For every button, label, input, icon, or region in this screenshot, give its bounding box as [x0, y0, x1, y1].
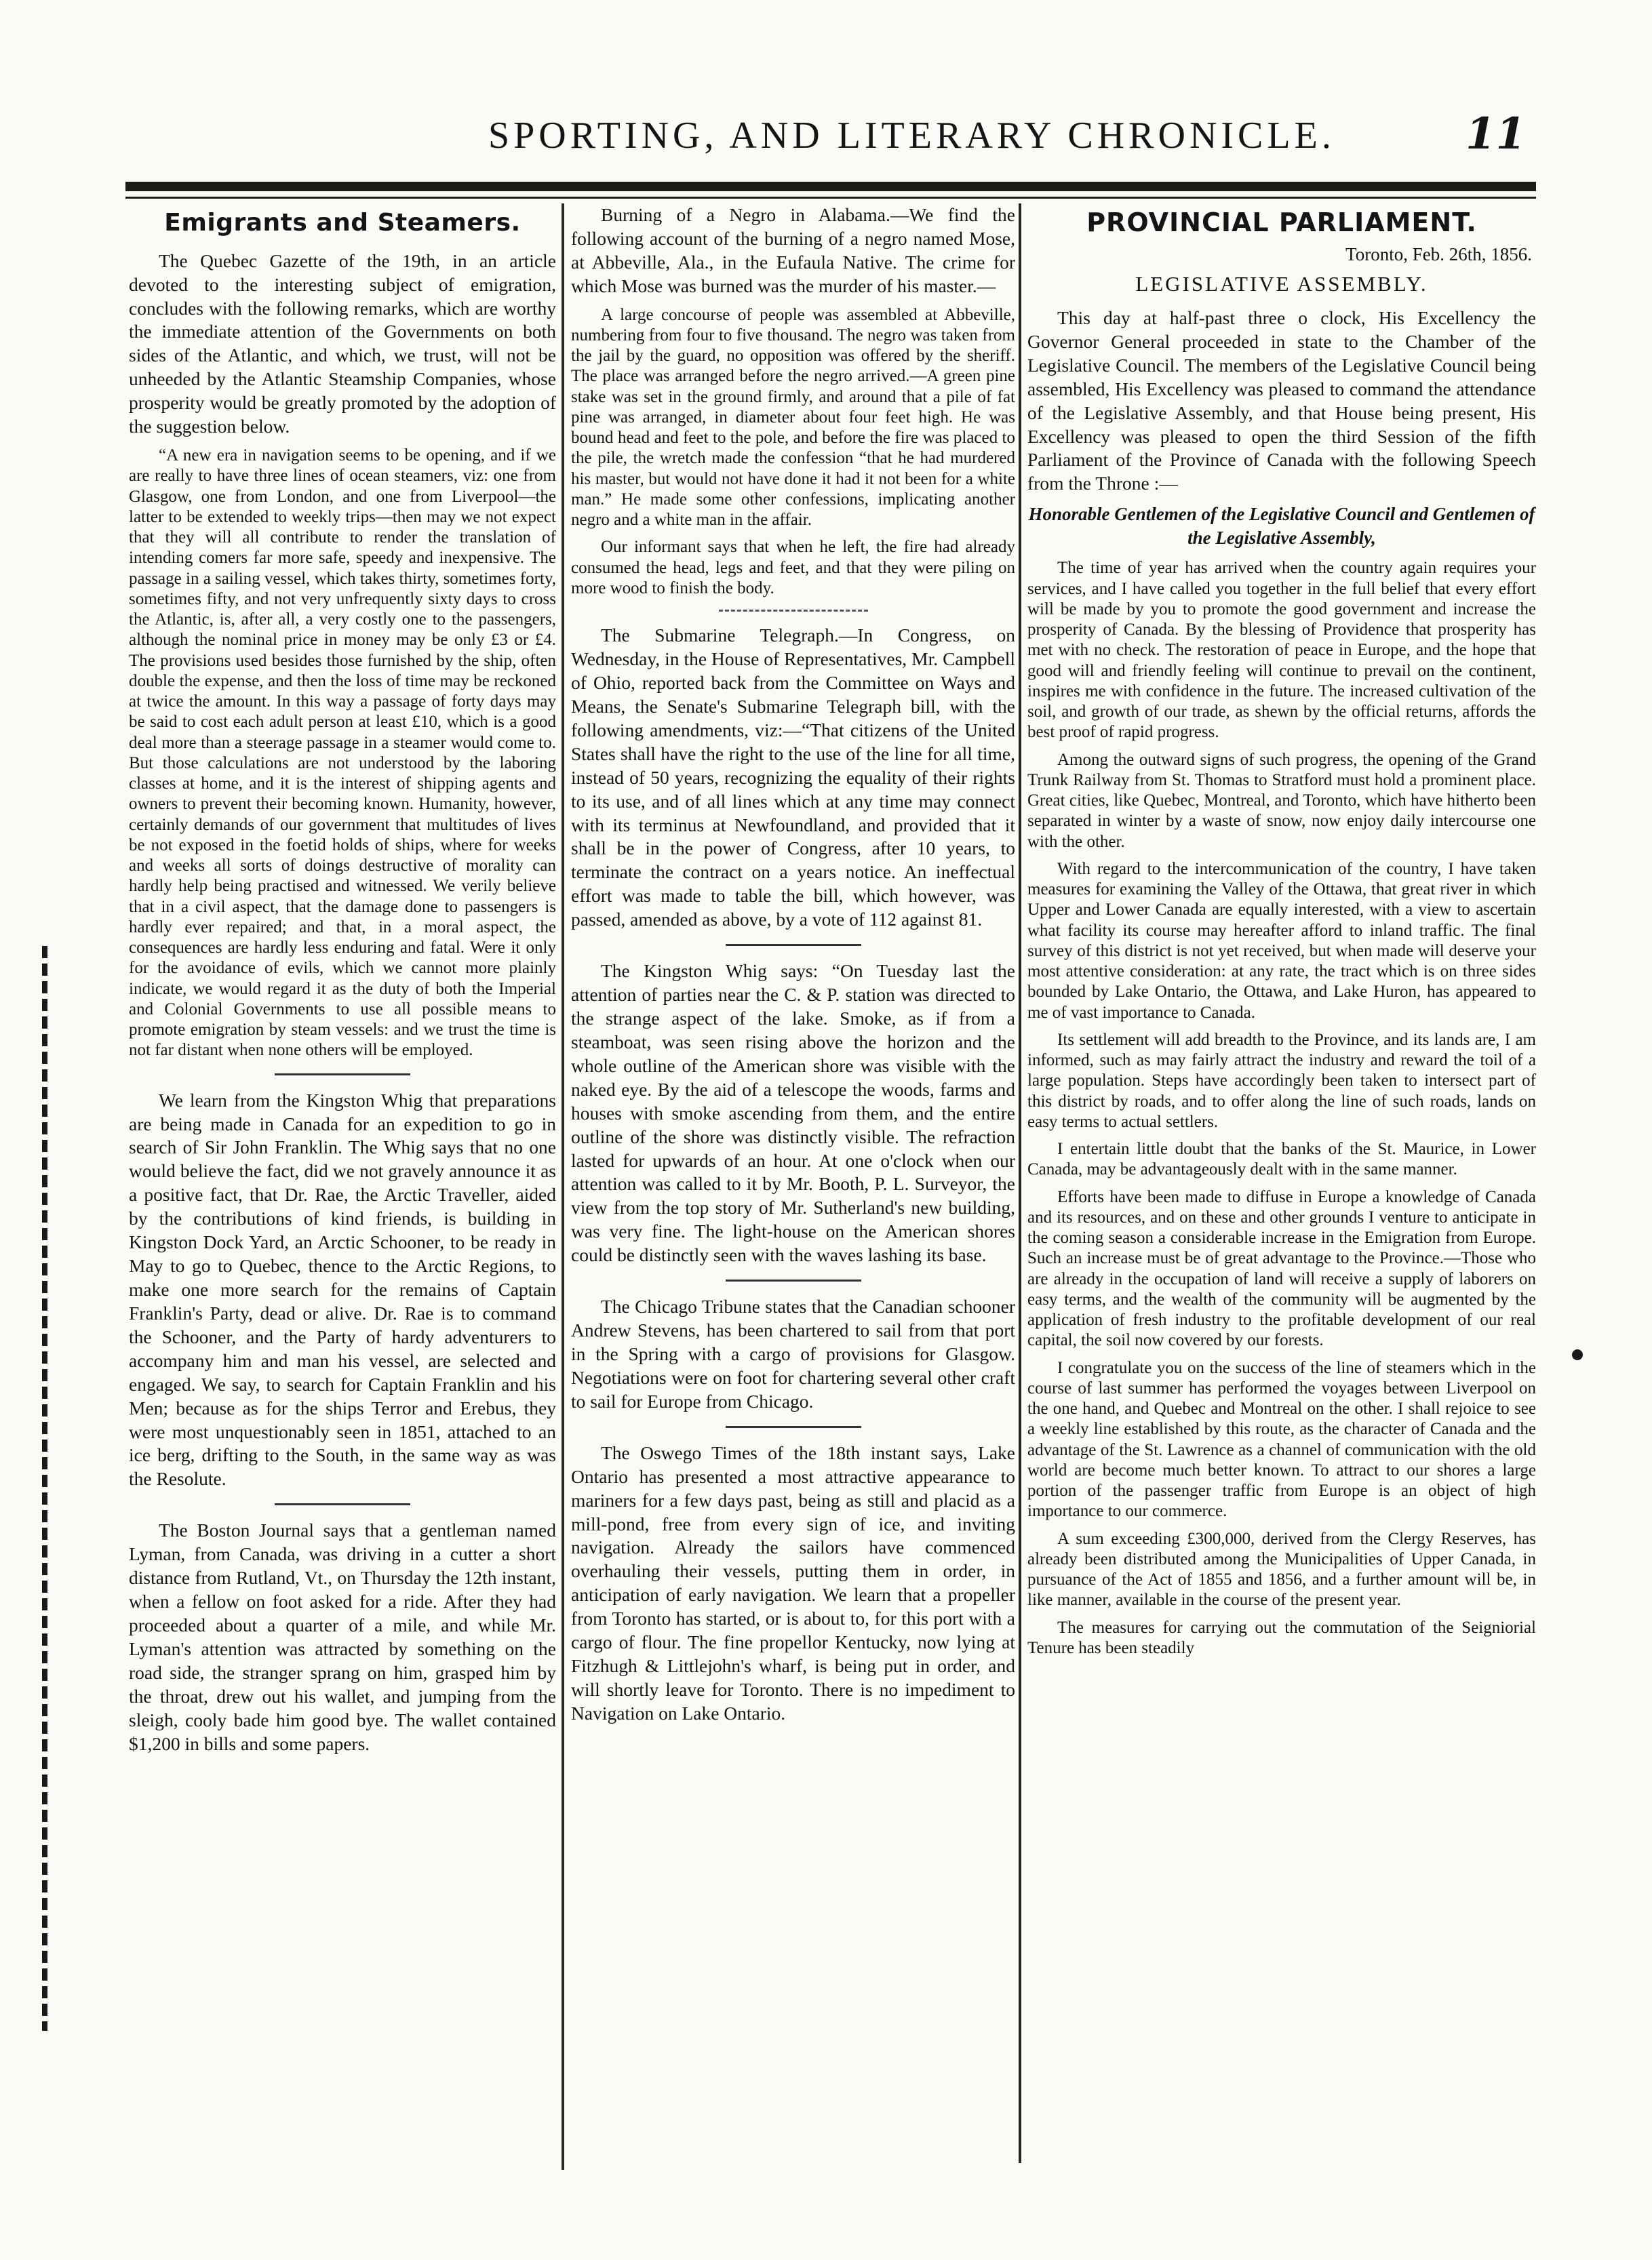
column-1: [129, 203, 556, 2183]
subheading-legislative-assembly: LEGISLATIVE ASSEMBLY.: [1135, 271, 1428, 296]
speech-para-2: Among the outward signs of such progress, the opening of the Grand Trunk Railway from St. Thomas to Stratford must hold a prominent place. Great cities, like Quebec, Montreal, and Toronto, which have hitherto been separated in winter by a waste of snow, now enjoy daily intercourse one with the other.: [1027, 750, 1536, 851]
speech-para-4: Its settlement will add breadth to the Province, and its lands are, I am informed, such as may fairly attract the industry and reward the toil of a large population. Steps have accordingly been taken to intersect part of this district by roads, and to offer along the line of such roads, lands on easy terms to actual settlers.: [1027, 1030, 1536, 1131]
article-burning-intro: Burning of a Negro in Alabama.—We find the following account of the burning of a negro named Mose, at Abbeville, Ala., in the Eufaula Native. The crime for which Mose was burned was the murder of his master.—: [571, 204, 1015, 296]
column-2: [571, 203, 1015, 2183]
speech-para-7: I congratulate you on the success of the line of steamers which in the course of last summer has performed the voyages between Liverpool on the one hand, and Quebec and Montreal on the other. I shall rejoice to see a weekly line established by this route, as the character of Canada and the advantage of the St. Lawrence as a channel of communication with the old world are become much better known. To attract to our shores a large portion of the passenger traffic from Europe is an object of high importance to our commerce.: [1027, 1358, 1536, 1521]
page-number: 11: [1465, 108, 1526, 159]
article-separator: [726, 1280, 861, 1282]
speech-address: Honorable Gentlemen of the Legislative Council and Gentlemen of the Legislative Assembly,: [1028, 504, 1535, 549]
speech-para-6: Efforts have been made to diffuse in Europe a knowledge of Canada and its resources, and on these and other grounds I venture to anticipate in the coming season a considerable increase in the Emigration from Europe. Such an increase must be of great advantage to the Province.—Those who are already in the occupation of land will receive a supply of laborers on easy terms, and the wealth of the community will be augmented by the application of fresh industry to the profitable development of our real capital, the soil now covered by our forests.: [1027, 1187, 1536, 1350]
article-emigrants-quote: “A new era in navigation seems to be opening, and if we are really to have three lines of ocean steamers, viz: one from Glasgow, one from London, and one from Liverpool—the latter to be extended to weekly trips—then may we not expect that they will all contribute to render the translation of intending comers far more safe, speedy and inexpensive. The passage in a sailing vessel, which takes thirty, sometimes forty, sometimes fifty, and not very unfrequently sixty days to cross the Atlantic, is, after all, a very costly one to the passengers, although the nominal price in money may be only £3 or £4. The provisions used besides those furnished by the ship, often double the expense, and then the loss of time may be reckoned at twice the amount. In this way a passage of forty days may be said to cost each adult person at least £10, which is a good deal more than a steerage passage in a steamer would come to. But those calculations are not understood by the laboring classes at home, and it is the interest of shipping agents and owners to prevent their becoming known. Humanity, however, certainly demands of our government that multitudes of lives be not exposed in the foetid holds of ships, where for weeks and weeks all sorts of doings destructive of morality can hardly help being practised and witnessed. We verily believe that in a civil aspect, that the damage done to passengers is hardly ever repaired; and that, in a moral aspect, the consequences are hardly less enduring and fatal. Were it only for the avoidance of evils, which we cannot more plainly indicate, we would regard it as the duty of both the Imperial and Colonial Governments to use all possible means to promote emigration by steam vessels: and we trust the time is not far distant when none others will be employed.: [129, 446, 556, 1060]
article-chicago-schooner: The Chicago Tribune states that the Canadian schooner Andrew Stevens, has been chartered to sail from that port in the Spring with a cargo of provisions for Glasgow. Negotiations were on foot for chartering several other craft to sail for Europe from Chicago.: [571, 1296, 1015, 1412]
article-lyman-robbery: The Boston Journal says that a gentleman named Lyman, from Canada, was driving in a cutter a short distance from Rutland, Vt., on Thursday the 12th instant, when a fellow on foot asked for a ride. After they had proceeded about a quarter of a mile, and while Mr. Lyman's attention was attracted by something on the road side, the stranger sprang on him, grasped him by the throat, drew out his wallet, and jumping from the sleigh, cooly bade him good bye. The wallet contained $1,200 in bills and some papers.: [129, 1520, 556, 1754]
article-separator: [726, 944, 861, 946]
heading-emigrants-steamers: Emigrants and Steamers.: [164, 209, 521, 237]
article-burning-informant: Our informant says that when he left, the fire had already consumed the head, legs and feet, and that they were piling on more wood to finish the body.: [571, 538, 1015, 597]
parliament-opening: This day at half-past three o clock, His Excellency the Governor General proceeded in state to the Chamber of the Legislative Council. The members of the Legislative Council being assembled, His Excellency was pleased to command the attendance of the Legislative Assembly, and that House being present, His Excellency was pleased to open the third Session of the fifth Parliament of the Province of Canada with the following Speech from the Throne :—: [1027, 306, 1536, 494]
article-separator: [719, 610, 868, 612]
column-3: [1027, 203, 1536, 2183]
article-submarine-telegraph: The Submarine Telegraph.—In Congress, on Wednesday, in the House of Representatives, Mr. Campbell of Ohio, reported back from the Committee on Ways and Means, the Senate's Submarine Telegraph bill, with the following amendments, viz:—“That citizens of the United States shall have the right to the use of the line for all time, instead of 50 years, recognizing the equality of their rights to its use, and of all lines which at any time may connect with its terminus at Newfoundland, and provided that it shall be in the power of Congress, after 10 years, to terminate the contract on a years notice. An ineffectual effort was made to table the bill, which however, was passed, amended as above, by a vote of 112 against 81.: [571, 625, 1015, 930]
article-separator: [275, 1503, 410, 1505]
column-rule-1: [562, 203, 564, 2170]
dateline: Toronto, Feb. 26th, 1856.: [1345, 244, 1532, 265]
speech-para-5: I entertain little doubt that the banks of the St. Maurice, in Lower Canada, may be advantageously dealt with in the same manner.: [1027, 1140, 1536, 1179]
article-franklin-expedition: We learn from the Kingston Whig that preparations are being made in Canada for an expedition to go in search of Sir John Franklin. The Whig says that no one would believe the fact, did we not gravely announce it as a positive fact, that Dr. Rae, the Arctic Traveller, aided by the contributions of kind friends, is building in Kingston Dock Yard, an Arctic Schooner, to be ready in May to go to Quebec, thence to the Arctic Regions, to make one more search for the remains of Captain Franklin's Party, dead or alive. Dr. Rae is to command the Schooner, and the Party of hardy adventurers to accompany him and man his vessel, are selected and engaged. We say, to search for Captain Franklin and his Men; because as for the ships Terror and Erebus, they were most unquestionably seen in 1851, attached to an ice berg, drifting to the South, in the same way as was the Resolute.: [129, 1089, 556, 1490]
article-separator: [726, 1426, 861, 1428]
speech-para-8: A sum exceeding £300,000, derived from the Clergy Reserves, has already been distributed among the Municipalities of Upper Canada, in pursuance of the Act of 1855 and 1856, and a further amount will be, in like manner, available in the course of the present year.: [1027, 1529, 1536, 1610]
header-rule-thin: [125, 197, 1536, 199]
article-emigrants-intro: The Quebec Gazette of the 19th, in an article devoted to the interesting subject of emigration, concludes with the following remarks, which are worthy the immediate attention of the Governments on both sides of the Atlantic, and which, we trust, will not be unheeded by the Atlantic Steamship Companies, whose prosperity would be greatly promoted by the adoption of the suggestion below.: [129, 250, 556, 437]
heading-provincial-parliament: PROVINCIAL PARLIAMENT.: [1086, 207, 1477, 237]
article-oswego-navigation: The Oswego Times of the 18th instant says, Lake Ontario has presented a most attractive appearance to mariners for a few days past, being as still and placid as a mill-pond, free from every sign of ice, and inviting navigation. Already the sailors have commenced overhauling their vessels, putting them in order, in anticipation of early navigation. We learn that a propeller from Toronto has started, or is about to, for this port with a cargo of flour. The fine propellor Kentucky, now lying at Fitzhugh & Littlejohn's wharf, is being put in order, and will shortly leave for Toronto. There is no impediment to Navigation on Lake Ontario.: [571, 1442, 1015, 1724]
header-rule-thick: [125, 182, 1536, 191]
article-burning-account: A large concourse of people was assembled at Abbeville, numbering from four to five thousand. The negro was taken from the jail by the guard, no opposition was offered by the sheriff. The place was arranged before the negro arrived.—A green pine stake was set in the ground firmly, and around that a pile of fat pine was arranged, in diameter about four feet high. He was bound head and feet to the pole, and before the fire was placed to the pile, the wretch made the confession “that he had murdered his master, but would not have done it had it not been for a white man.” He made some other confessions, implicating another negro and a white man in the affair.: [571, 305, 1015, 530]
binding-edge-mark: [42, 946, 47, 2031]
running-head: [136, 102, 1546, 176]
ink-speck: [1572, 1349, 1583, 1360]
running-title: SPORTING, AND LITERARY CHRONICLE.: [488, 115, 1335, 157]
article-kingston-mirage: The Kingston Whig says: “On Tuesday last the attention of parties near the C. & P. station was directed to the strange aspect of the lake. Smoke, as if from a steamboat, was seen rising above the horizon and the whole outline of the American shore was visible with the naked eye. By the aid of a telescope the woods, farms and houses with smoke ascending from them, and the entire outline of the shore was distinctly visible. The refraction lasted for upwards of an hour. At one o'clock when our attention was called to it by Mr. Booth, P. L. Surveyor, the view from the top story of Mr. Sutherland's new building, was very fine. The light-house on the American shores could be distinctly seen with the waves lashing its base.: [571, 960, 1015, 1266]
speech-para-3: With regard to the intercommunication of the country, I have taken measures for examining the Valley of the Ottawa, that great river in which Upper and Lower Canada are equally interested, with a view to ascertain what facility its course may hereafter afford to inland traffic. The final survey of this district is not yet received, but when made will deserve your most attentive consideration: at any rate, the tract which is on three sides bounded by Lake Ontario, the Ottawa, and Lake Huron, has appeared to me of vast importance to Canada.: [1027, 859, 1536, 1022]
speech-para-1: The time of year has arrived when the country again requires your services, and I have called you together in the full belief that every effort will be made by you to promote the good government and increase the prosperity of Canada. By the blessing of Providence that prosperity has met with no check. The restoration of peace in Europe, and the hope that good will and friendly feeling will continue to prevail on the continent, inspires me with confidence in the future. The increased cultivation of the soil, and growth of our trade, as shewn by the official returns, affords the best proof of rapid progress.: [1027, 559, 1536, 742]
column-rule-2: [1019, 203, 1021, 2163]
speech-para-9: The measures for carrying out the commutation of the Seigniorial Tenure has been steadily: [1027, 1618, 1536, 1657]
article-separator: [275, 1073, 410, 1075]
